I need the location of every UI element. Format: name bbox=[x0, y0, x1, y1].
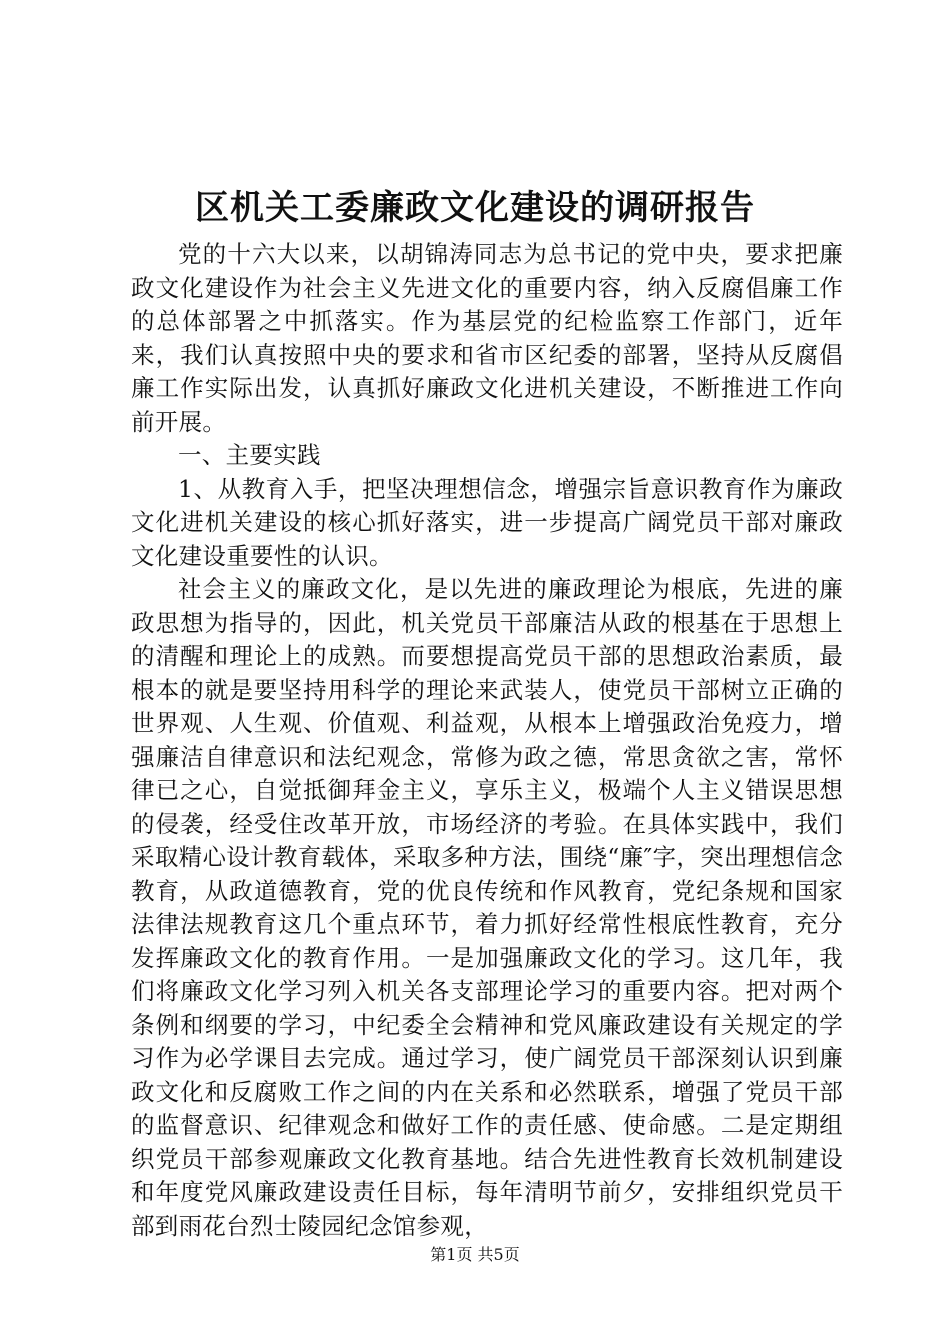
document-body bbox=[131, 238, 843, 1243]
paragraph-body: 社会主义的廉政文化，是以先进的廉政理论为根底，先进的廉政思想为指导的，因此，机关党员干部廉洁从政的根基在于思想上的清醒和理论上的成熟。而要想提高党员干部的思想政治素质，最根本的就是要坚持用科学的理论来武装人，使党员干部树立正确的世界观、人生观、价值观、利益观，从根本上增强政治免疫力，增强廉洁自律意识和法纪观念，常修为政之德，常思贪欲之害，常怀律已之心，自觉抵御拜金主义，享乐主义，极端个人主义错误思想的侵袭，经受住改革开放，市场经济的考验。在具体实践中，我们采取精心设计教育载体，采取多种方法，围绕“廉″字，突出理想信念教育，从政道德教育，党的优良传统和作风教育，党纪条规和国家法律法规教育这几个重点环节，着力抓好经常性根底性教育，充分发挥廉政文化的教育作用。一是加强廉政文化的学习。这几年，我们将廉政文化学习列入机关各支部理论学习的重要内容。把对两个条例和纲要的学习，中纪委全会精神和党风廉政建设有关规定的学习作为必学课目去完成。通过学习，使广阔党员干部深刻认识到廉政文化和反腐败工作之间的内在关系和必然联系，增强了党员干部的监督意识、纪律观念和做好工作的责任感、使命感。二是定期组织党员干部参观廉政文化教育基地。结合先进性教育长效机制建设和年度党风廉政建设责任目标，每年清明节前夕，安排组织党员干部到雨花台烈士陵园纪念馆参观， bbox=[131, 575, 843, 1240]
document-title: 区机关工委廉政文化建设的调研报告 bbox=[195, 188, 755, 228]
paragraph-point-1: 1、从教育入手，把坚决理想信念，增强宗旨意识教育作为廉政文化进机关建设的核心抓好落实，进一步提高广阔党员干部对廉政文化建设重要性的认识。 bbox=[131, 474, 843, 570]
paragraph-intro: 党的十六大以来，以胡锦涛同志为总书记的党中央，要求把廉政文化建设作为社会主义先进文化的重要内容，纳入反腐倡廉工作的总体部署之中抓落实。作为基层党的纪检监察工作部门，近年来，我们认真按照中央的要求和省市区纪委的部署，坚持从反腐倡廉工作实际出发，认真抓好廉政文化进机关建设，不断推进工作向前开展。 bbox=[131, 240, 843, 436]
section-heading: 一、主要实践 bbox=[178, 441, 321, 469]
page-footer: 第1页 共5页 bbox=[430, 1245, 520, 1264]
